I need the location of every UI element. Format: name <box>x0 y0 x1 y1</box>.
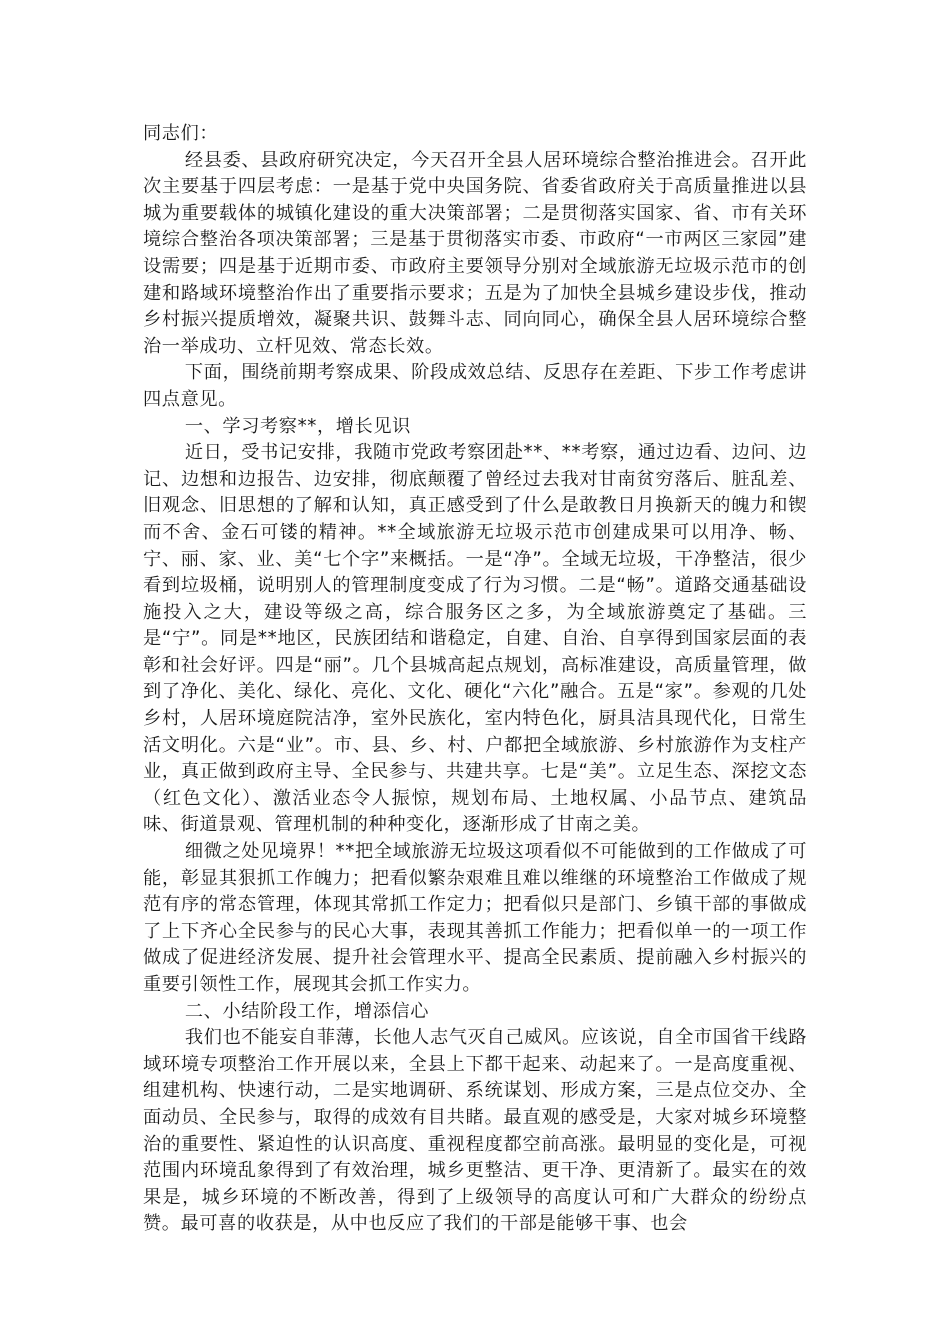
body-paragraph: 细微之处见境界！**把全域旅游无垃圾这项看似不可能做到的工作做成了可能，彰显其狠抓工作魄力；把看似繁杂艰难且难以维继的环境整治工作做成了规范有序的常态管理，体现其常抓工作定力；把看似只是部门、乡镇干部的事做成了上下齐心全民参与的民心大事，表现其善抓工作能力；把看似单一的一项工作做成了促进经济发展、提升社会管理水平、提高全民素质、提前融入乡村振兴的重要引领性工作，展现其会抓工作实力。 <box>143 841 807 995</box>
section-heading: 一、学习考察**，增长见识 <box>184 415 411 437</box>
salutation: 同志们： <box>143 123 219 144</box>
document-page <box>143 121 807 1238</box>
outline-paragraph: 下面，围绕前期考察成果、阶段成效总结、反思存在差距、下步工作考虑讲四点意见。 <box>143 362 807 410</box>
intro-paragraph: 经县委、县政府研究决定，今天召开全县人居环境综合整治推进会。召开此次主要基于四层考虑：一是基于党中央国务院、省委省政府关于高质量推进以县城为重要载体的城镇化建设的重大决策部署；二是贯彻落实国家、省、市有关环境综合整治各项决策部署；三是基于贯彻落实市委、市政府“一市两区三家园”建设需要；四是基于近期市委、市政府主要领导分别对全域旅游无垃圾示范市的创建和路域环境整治作出了重要指示要求；五是为了加快全县城乡建设步伐，推动乡村振兴提质增效，凝聚共识、鼓舞斗志、同向同心，确保全县人居环境综合整治一举成功、立杆见效、常态长效。 <box>143 149 807 357</box>
section-heading: 二、小结阶段工作，增添信心 <box>184 1000 430 1022</box>
body-paragraph: 近日，受书记安排，我随市党政考察团赴**、**考察，通过边看、边问、边记、边想和边报告、边安排，彻底颠覆了曾经过去我对甘南贫穷落后、脏乱差、旧观念、旧思想的了解和认知，真正感受到了什么是敢教日月换新天的魄力和锲而不舍、金石可镂的精神。**全域旅游无垃圾示范市创建成果可以用净、畅、宁、丽、家、业、美“七个字”来概括。一是“净”。全域无垃圾，干净整洁，很少看到垃圾桶，说明别人的管理制度变成了行为习惯。二是“畅”。道路交通基础设施投入之大，建设等级之高，综合服务区之多，为全域旅游奠定了基础。三是“宁”。同是**地区，民族团结和谐稳定，自建、自治、自享得到国家层面的表彰和社会好评。四是“丽”。几个县城高起点规划，高标准建设，高质量管理，做到了净化、美化、绿化、亮化、文化、硬化“六化”融合。五是“家”。参观的几处乡村，人居环境庭院洁净，室外民族化，室内特色化，厨具洁具现代化，日常生活文明化。六是“业”。市、县、乡、村、户都把全域旅游、乡村旅游作为支柱产业，真正做到政府主导、全民参与、共建共享。七是“美”。立足生态、深挖文态（红色文化）、激活业态令人振惊，规划布局、土地权属、小品节点、建筑品味、街道景观、管理机制的种种变化，逐渐形成了甘南之美。 <box>143 442 807 836</box>
body-paragraph: 我们也不能妄自菲薄，长他人志气灭自己威风。应该说，自全市国省干线路域环境专项整治工作开展以来，全县上下都干起来、动起来了。一是高度重视、组建机构、快速行动，二是实地调研、系统谋划、形成方案，三是点位交办、全面动员、全民参与，取得的成效有目共睹。最直观的感受是，大家对城乡环境整治的重要性、紧迫性的认识高度、重视程度都空前高涨。最明显的变化是，可视范围内环境乱象得到了有效治理，城乡更整洁、更干净、更清新了。最实在的效果是，城乡环境的不断改善，得到了上级领导的高度认可和广大群众的纷纷点赞。最可喜的收获是，从中也反应了我们的干部是能够干事、也会 <box>143 1027 807 1235</box>
